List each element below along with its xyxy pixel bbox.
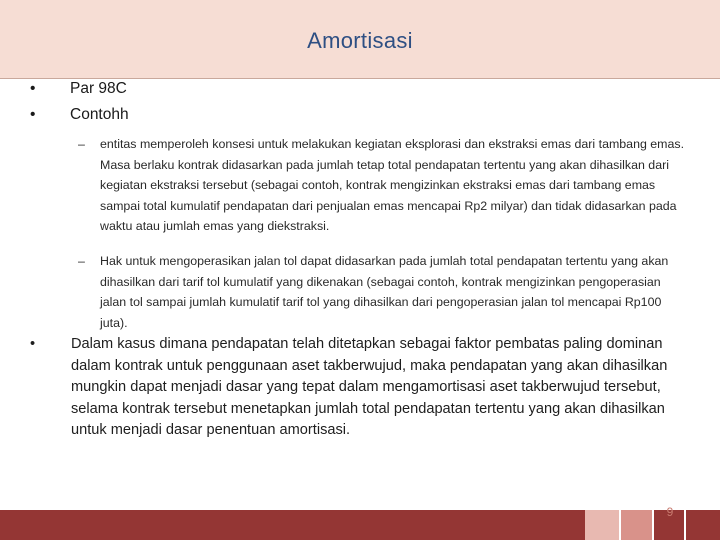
sub-bullet-marker: – <box>78 254 85 268</box>
bullet-marker: • <box>30 336 36 352</box>
paragraph-bullet <box>30 334 680 442</box>
footer-mid-segment <box>621 510 652 540</box>
sub-bullet-text: Hak untuk mengoperasikan jalan tol dapat didasarkan pada jumlah total pendapatan tertentu yang akan dihasilkan dari tarif tol kumulatif yang dikenakan (sebagai contoh, kontrak mengizinkan pengoperasian jalan tol sampai jumlah kumulatif tarif tol yang dihasilkan dari pengoperasian jalan tol mencapai Rp100 juta). <box>100 254 669 330</box>
paragraph-text: Dalam kasus dimana pendapatan telah ditetapkan sebagai faktor pembatas paling dominan dalam kontrak untuk penggunaan aset takberwujud, maka pendapatan yang akan dihasilkan mungkin dapat menjadi dasar yang tepat dalam mengamortisasi aset takberwujud tersebut, selama kontrak tersebut menetapkan jumlah total pendapatan tertentu yang akan dihasilkan untuk menjadi dasar penentuan amortisasi. <box>71 336 668 438</box>
title-band <box>0 0 720 79</box>
bullet-marker: • <box>30 106 36 123</box>
footer-dark-segment-3 <box>686 510 720 540</box>
bullet-marker: • <box>30 80 36 97</box>
footer-bar <box>0 510 720 540</box>
sub-bullet-text: entitas memperoleh konsesi untuk melakukan kegiatan eksplorasi dan ekstraksi emas dari tambang emas. Masa berlaku kontrak didasarkan pada jumlah tetap total pendapatan tertentu yang akan dihasilkan dari kegiatan ekstraksi tersebut (sebagai contoh, kontrak mengizinkan ekstraksi emas dari tambang emas sampai total kumulatif pendapatan dari penjualan emas mencapai Rp2 milyar) dan tidak didasarkan pada waktu atau jumlah emas yang diekstraksi. <box>100 137 685 233</box>
sub-bullet-gold-mine <box>78 134 688 237</box>
footer-light-segment <box>585 510 619 540</box>
bullet-text: Contohh <box>70 106 129 123</box>
sub-bullet-toll-road <box>78 251 688 333</box>
bullet-text: Par 98C <box>70 80 127 97</box>
sub-bullet-marker: – <box>78 137 85 151</box>
slide-title: Amortisasi <box>307 28 413 53</box>
page-number: 9 <box>666 505 674 519</box>
footer-dark-segment <box>0 510 585 540</box>
